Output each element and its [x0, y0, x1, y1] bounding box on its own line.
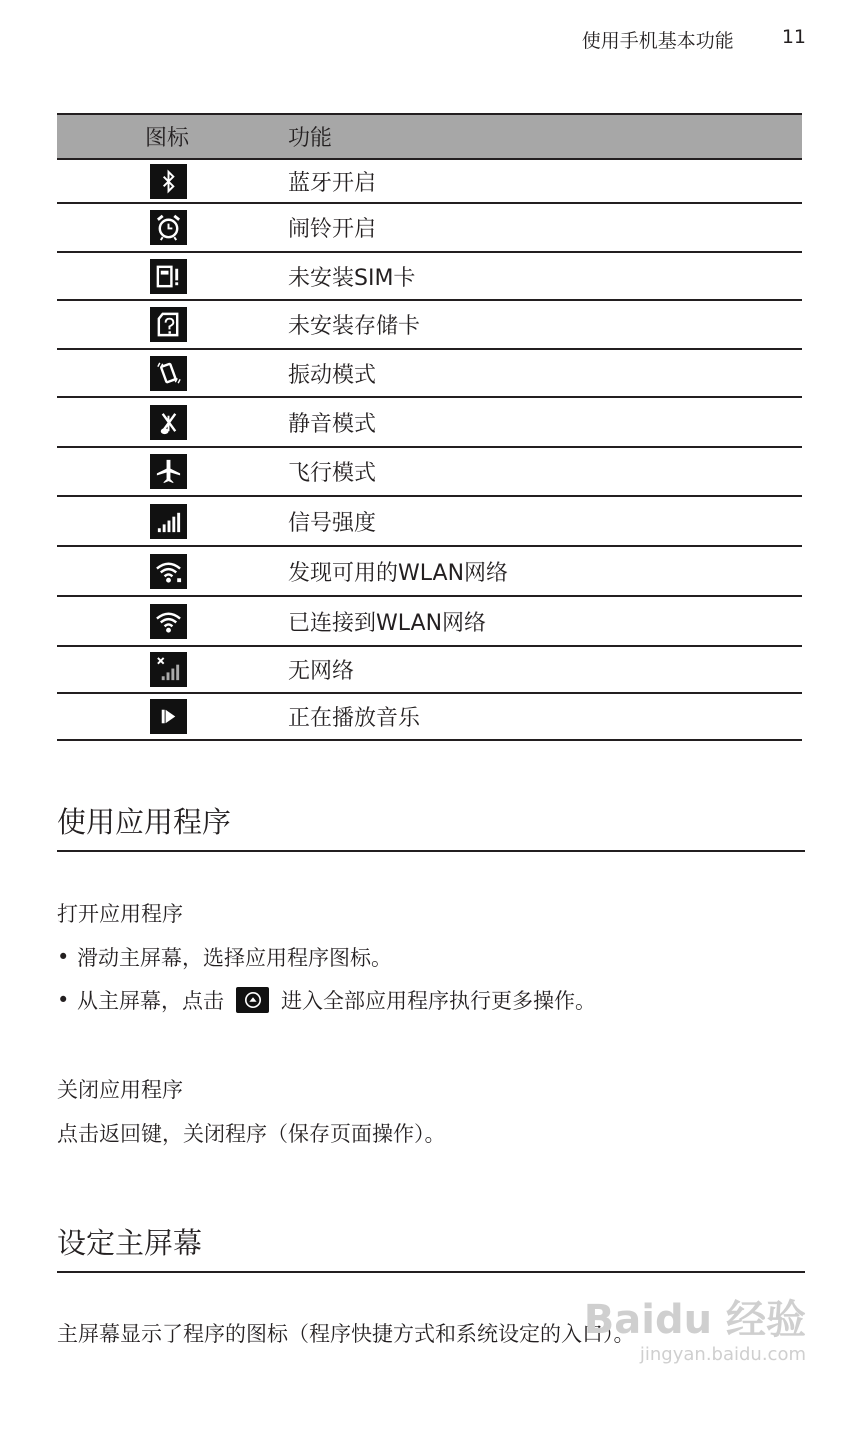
row-label: 无网络	[288, 659, 355, 684]
table-row	[57, 497, 802, 547]
mute-icon	[150, 405, 187, 440]
table-row	[57, 160, 802, 204]
table-row	[57, 301, 802, 350]
no-network-icon	[150, 652, 187, 687]
no-sdcard-icon	[150, 307, 187, 342]
watermark-main: Baidu 经验	[583, 1297, 806, 1343]
bluetooth-icon	[150, 164, 187, 199]
close-apps-text: 点击返回键，关闭程序（保存页面操作）。	[57, 1122, 446, 1146]
play-icon	[150, 699, 187, 734]
home-screen-text: 主屏幕显示了程序的图标（程序快捷方式和系统设定的入口）。	[57, 1322, 635, 1346]
row-label: 正在播放音乐	[288, 706, 421, 731]
close-apps-heading: 关闭应用程序	[57, 1078, 183, 1102]
section-title-use-apps: 使用应用程序	[57, 800, 805, 852]
row-label: 静音模式	[288, 411, 377, 437]
vibrate-icon	[150, 356, 187, 391]
list-item	[57, 985, 596, 1015]
bullet-dot: •	[57, 988, 70, 1012]
table-row	[57, 647, 802, 694]
row-label: 未安装SIM卡	[288, 265, 416, 291]
page-header	[582, 26, 806, 53]
table-row	[57, 694, 802, 741]
wlan-connected-icon	[150, 604, 187, 639]
table-row	[57, 597, 802, 647]
col-header-icon: 图标	[145, 126, 190, 151]
row-label: 已连接到WLAN网络	[288, 610, 487, 636]
row-label: 发现可用的WLAN网络	[288, 560, 509, 586]
row-label: 信号强度	[288, 510, 377, 536]
row-label: 蓝牙开启	[288, 170, 377, 196]
section-title-home-screen: 设定主屏幕	[57, 1221, 805, 1273]
col-header-function: 功能	[288, 126, 333, 151]
open-apps-heading: 打开应用程序	[57, 902, 183, 926]
wlan-available-icon	[150, 554, 187, 589]
table-row	[57, 448, 802, 497]
list-item	[57, 942, 392, 972]
bullet-text-after: 进入全部应用程序执行更多操作。	[281, 989, 596, 1013]
watermark-sub: jingyan.baidu.com	[639, 1344, 806, 1365]
bullet-text-before: 从主屏幕，点击	[77, 989, 224, 1013]
row-label: 飞行模式	[288, 461, 377, 486]
alarm-clock-icon	[150, 210, 187, 245]
table-row	[57, 350, 802, 398]
row-label: 闹铃开启	[288, 217, 377, 242]
all-apps-icon	[236, 987, 269, 1013]
row-label: 未安装存储卡	[288, 314, 421, 339]
baidu-watermark	[583, 1297, 806, 1365]
bullet-dot: •	[57, 945, 70, 969]
table-row	[57, 547, 802, 597]
table-row	[57, 398, 802, 448]
table-header	[57, 115, 802, 160]
table-row	[57, 204, 802, 253]
airplane-icon	[150, 454, 187, 489]
status-icon-table	[57, 113, 802, 741]
row-label: 振动模式	[288, 362, 377, 388]
signal-strength-icon	[150, 504, 187, 539]
page-number: 11	[781, 26, 806, 48]
table-row	[57, 253, 802, 301]
header-section-title: 使用手机基本功能	[581, 30, 734, 52]
no-sim-icon	[150, 259, 187, 294]
bullet-text: 滑动主屏幕，选择应用程序图标。	[77, 946, 392, 970]
